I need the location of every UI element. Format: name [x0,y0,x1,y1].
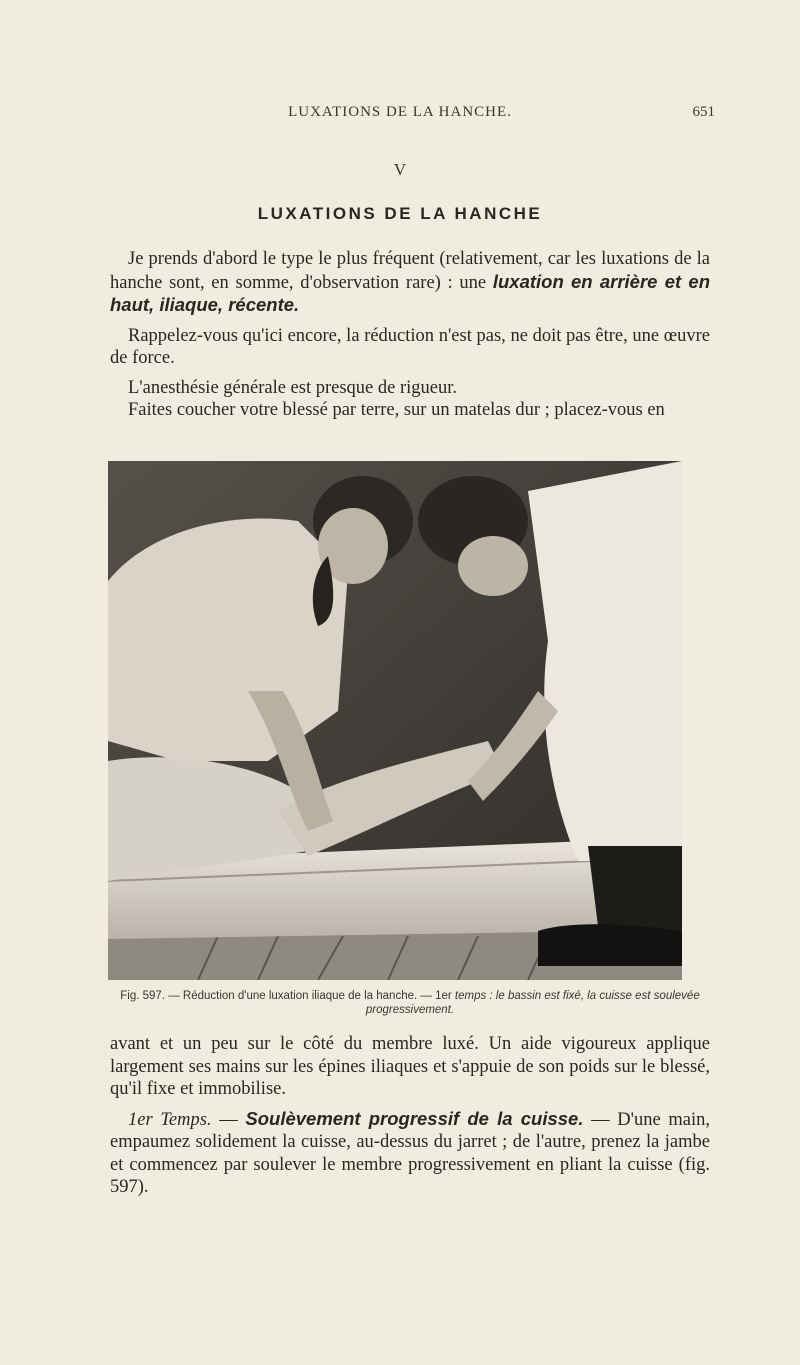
hip-reduction-photograph [108,461,682,980]
body-text-top [110,248,710,422]
paragraph-5: avant et un peu sur le côté du membre luxé. Un aide vigoureux applique largement ses mains sur les épines iliaques et s'appuie de son poids sur le blessé, qu'il fixe et immobilise. [110,1034,710,1099]
paragraph-1 [110,248,710,318]
caption-italic: temps : le bassin est fixé, la cuisse est soulevée progressivement. [365,990,700,1016]
chapter-number: V [393,160,407,179]
paragraph-6-text: — D'une main, empaumez solidement la cuisse, au-dessus du jarret ; de l'autre, prenez la jambe et commencez par soulever le membre progressivement en pliant la cuisse (fig. 597). [110,1109,710,1197]
chapter-title: LUXATIONS DE LA HANCHE [257,204,543,223]
paragraph-3: L'anesthésie générale est presque de rigueur. [128,377,457,398]
figure-illustration [108,461,682,980]
paragraph-2: Rappelez-vous qu'ici encore, la réduction n'est pas, ne doit pas être, une œuvre de force. [110,325,710,368]
running-head [0,104,800,126]
running-head-title: LUXATIONS DE LA HANCHE. [288,104,512,120]
caption-label: Fig. 597. — Réduction d'une luxation iliaque de la hanche. — 1er [120,990,455,1002]
paragraph-6-dash: — [211,1109,246,1130]
paragraph-6 [110,1108,710,1199]
paragraph-6-emphasis: Soulèvement progressif de la cuisse. [245,1107,584,1129]
paragraph-1-emphasis: luxation en arrière et en haut, iliaque, récente. [110,270,710,315]
paragraph-6-label: 1er Temps. [128,1109,212,1130]
paragraph-1-text: Je prends d'abord le type le plus fréquent (relativement, car les luxations de la hanche sont, en somme, d'observation rare) : une [110,249,710,293]
body-text-bottom [110,1033,710,1199]
page-number: 651 [692,104,715,120]
paragraph-4: Faites coucher votre blessé par terre, sur un matelas dur ; placez-vous en [128,400,665,420]
figure-caption [100,989,720,1017]
